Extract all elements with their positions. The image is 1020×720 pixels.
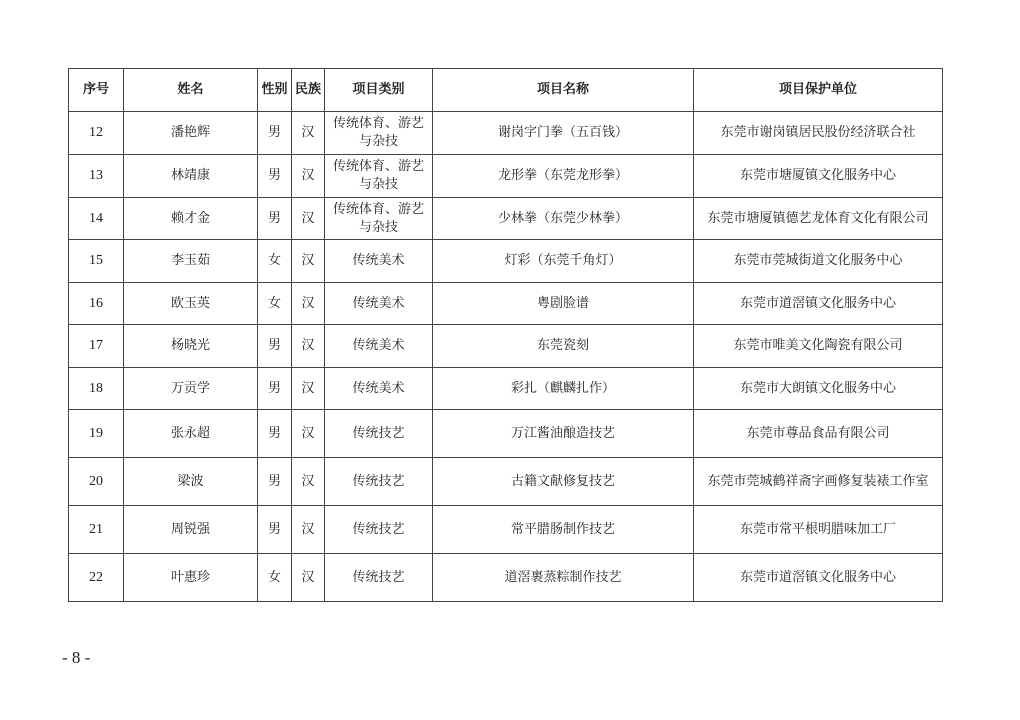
cell-serial: 16 (69, 283, 124, 325)
table-row (69, 458, 943, 506)
cell-serial: 18 (69, 368, 124, 410)
cell-gender: 男 (258, 458, 292, 506)
cell-gender: 女 (258, 554, 292, 602)
cell-gender: 女 (258, 283, 292, 325)
cell-serial: 19 (69, 410, 124, 458)
cell-name: 潘艳辉 (124, 112, 258, 155)
cell-name: 杨晓光 (124, 325, 258, 368)
cell-name: 梁波 (124, 458, 258, 506)
table-row (69, 506, 943, 554)
cell-project-name: 古籍文献修复技艺 (433, 458, 694, 506)
cell-category: 传统技艺 (325, 458, 433, 506)
cell-category: 传统美术 (325, 283, 433, 325)
cell-name: 欧玉英 (124, 283, 258, 325)
cell-project-name: 彩扎（麒麟扎作） (433, 368, 694, 410)
cell-serial: 15 (69, 240, 124, 283)
cell-name: 李玉茹 (124, 240, 258, 283)
cell-ethnicity: 汉 (292, 198, 325, 240)
cell-project-name: 万江酱油酿造技艺 (433, 410, 694, 458)
cell-name: 周锐强 (124, 506, 258, 554)
cell-serial: 13 (69, 155, 124, 198)
cell-gender: 女 (258, 240, 292, 283)
cell-project-name: 常平腊肠制作技艺 (433, 506, 694, 554)
cell-project-name: 东莞瓷刻 (433, 325, 694, 368)
cell-protection-unit: 东莞市塘厦镇文化服务中心 (694, 155, 943, 198)
cell-category: 传统技艺 (325, 506, 433, 554)
cell-category: 传统美术 (325, 368, 433, 410)
cell-ethnicity: 汉 (292, 325, 325, 368)
cell-category: 传统技艺 (325, 554, 433, 602)
header-category: 项目类别 (325, 69, 433, 112)
cell-serial: 14 (69, 198, 124, 240)
cell-project-name: 粤剧脸谱 (433, 283, 694, 325)
table-row (69, 240, 943, 283)
cell-category: 传统体育、游艺与杂技 (325, 155, 433, 198)
cell-ethnicity: 汉 (292, 554, 325, 602)
cell-category: 传统体育、游艺与杂技 (325, 112, 433, 155)
cell-gender: 男 (258, 155, 292, 198)
header-ethnicity: 民族 (292, 69, 325, 112)
cell-project-name: 龙形拳（东莞龙形拳） (433, 155, 694, 198)
cell-gender: 男 (258, 198, 292, 240)
cell-project-name: 灯彩（东莞千角灯） (433, 240, 694, 283)
heritage-inheritor-table (68, 68, 943, 602)
cell-gender: 男 (258, 506, 292, 554)
cell-ethnicity: 汉 (292, 112, 325, 155)
cell-serial: 20 (69, 458, 124, 506)
cell-ethnicity: 汉 (292, 410, 325, 458)
cell-category: 传统美术 (325, 240, 433, 283)
cell-protection-unit: 东莞市道滘镇文化服务中心 (694, 283, 943, 325)
table-row (69, 155, 943, 198)
cell-name: 林靖康 (124, 155, 258, 198)
cell-name: 万贡学 (124, 368, 258, 410)
table-row (69, 368, 943, 410)
cell-ethnicity: 汉 (292, 368, 325, 410)
cell-category: 传统体育、游艺与杂技 (325, 198, 433, 240)
cell-protection-unit: 东莞市道滘镇文化服务中心 (694, 554, 943, 602)
cell-project-name: 少林拳（东莞少林拳） (433, 198, 694, 240)
cell-project-name: 道滘裹蒸粽制作技艺 (433, 554, 694, 602)
cell-serial: 12 (69, 112, 124, 155)
cell-ethnicity: 汉 (292, 283, 325, 325)
cell-ethnicity: 汉 (292, 458, 325, 506)
table-row (69, 283, 943, 325)
cell-gender: 男 (258, 368, 292, 410)
cell-name: 赖才金 (124, 198, 258, 240)
header-name: 姓名 (124, 69, 258, 112)
header-protection-unit: 项目保护单位 (694, 69, 943, 112)
cell-category: 传统技艺 (325, 410, 433, 458)
table-header-row (69, 69, 943, 112)
header-serial: 序号 (69, 69, 124, 112)
cell-ethnicity: 汉 (292, 155, 325, 198)
cell-ethnicity: 汉 (292, 240, 325, 283)
cell-name: 张永超 (124, 410, 258, 458)
cell-gender: 男 (258, 410, 292, 458)
cell-protection-unit: 东莞市谢岗镇居民股份经济联合社 (694, 112, 943, 155)
cell-name: 叶惠珍 (124, 554, 258, 602)
cell-gender: 男 (258, 325, 292, 368)
cell-serial: 17 (69, 325, 124, 368)
header-gender: 性别 (258, 69, 292, 112)
cell-protection-unit: 东莞市莞城街道文化服务中心 (694, 240, 943, 283)
cell-project-name: 谢岗字门拳（五百钱） (433, 112, 694, 155)
table-row (69, 410, 943, 458)
cell-serial: 21 (69, 506, 124, 554)
page-number: - 8 - (62, 648, 91, 667)
cell-serial: 22 (69, 554, 124, 602)
cell-gender: 男 (258, 112, 292, 155)
document-sheet (68, 68, 943, 602)
table-row (69, 198, 943, 240)
table-row (69, 554, 943, 602)
cell-protection-unit: 东莞市大朗镇文化服务中心 (694, 368, 943, 410)
cell-protection-unit: 东莞市莞城鹤祥斋字画修复装裱工作室 (694, 458, 943, 506)
table-row (69, 325, 943, 368)
cell-protection-unit: 东莞市唯美文化陶瓷有限公司 (694, 325, 943, 368)
cell-ethnicity: 汉 (292, 506, 325, 554)
header-project-name: 项目名称 (433, 69, 694, 112)
cell-category: 传统美术 (325, 325, 433, 368)
cell-protection-unit: 东莞市塘厦镇德艺龙体育文化有限公司 (694, 198, 943, 240)
cell-protection-unit: 东莞市常平根明腊味加工厂 (694, 506, 943, 554)
cell-protection-unit: 东莞市尊品食品有限公司 (694, 410, 943, 458)
table-row (69, 112, 943, 155)
